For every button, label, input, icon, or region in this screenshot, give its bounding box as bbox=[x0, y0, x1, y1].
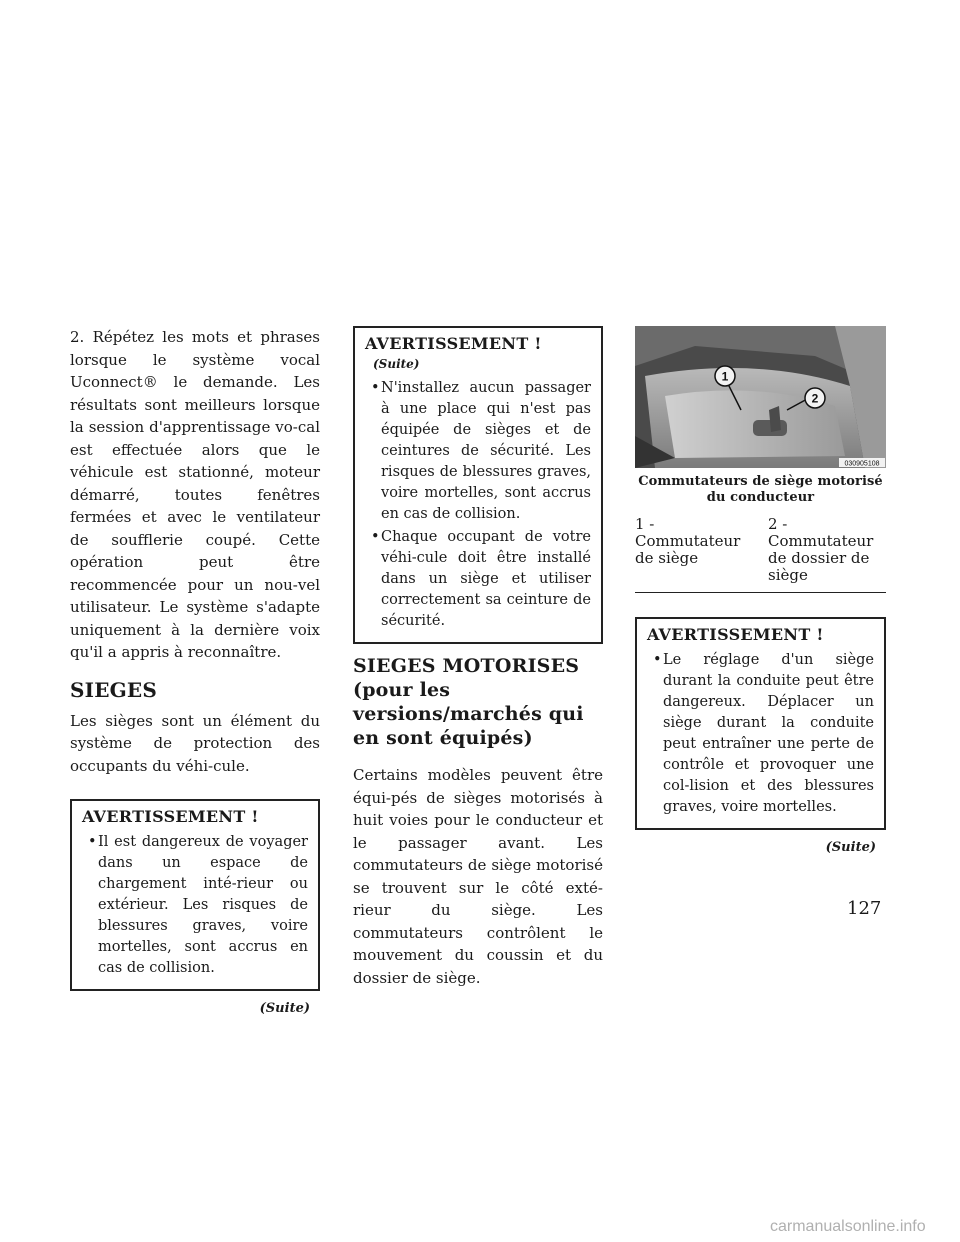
warning-list bbox=[365, 378, 591, 632]
warning-title: AVERTISSEMENT !(Suite) bbox=[365, 334, 542, 371]
page-number: 127 bbox=[847, 898, 882, 919]
warning-title: AVERTISSEMENT ! bbox=[82, 807, 259, 826]
warning-title-suite: (Suite) bbox=[373, 357, 420, 371]
watermark: carmanualsonline.info bbox=[770, 1218, 926, 1235]
warning-item: •N'installez aucun passager à une place qui n'est pas équipée de sièges et de ceintures de sécurité. Les risques de blessures graves, voire mortelles, sont accrus en cas de collision. bbox=[371, 380, 591, 522]
warning-box-2 bbox=[353, 326, 603, 644]
legend-item-1: 1 - Commutateur de siège bbox=[635, 515, 741, 567]
warning-box-3 bbox=[635, 617, 886, 830]
warning-item: •Chaque occupant de votre véhi-cule doit être installé dans un siège et utiliser correctement sa ceinture de sécurité. bbox=[371, 529, 591, 629]
intro-paragraph: 2. Répétez les mots et phrases lorsque le système vocal Uconnect® le demande. Les résultats sont meilleurs lorsque la session d'apprentissage vo-cal est effectuée alors que le véhicule est stationné, moteur démarré, toutes fenêtres fermées et avec le ventilateur de soufflerie coupé. Cette opération peut être recommencée pour un nou-vel utilisateur. Le système s'adapte uniquement à la dernière voix qu'il a appris à reconnaître. bbox=[70, 328, 320, 661]
column-left bbox=[70, 326, 320, 1016]
seat-illustration bbox=[635, 326, 886, 468]
legend-item-2: 2 - Commutateur de dossier de siège bbox=[768, 515, 874, 584]
callout-2-label: 2 bbox=[811, 391, 819, 406]
warning-title: AVERTISSEMENT ! bbox=[647, 625, 824, 644]
suite-label: (Suite) bbox=[825, 840, 876, 855]
section-title-sieges-motorises: SIEGES MOTORISES (pour les versions/marchés qui en sont équipés) bbox=[353, 655, 584, 749]
section-title-sieges: SIEGES bbox=[70, 677, 158, 702]
warning-list bbox=[647, 650, 874, 818]
column-middle bbox=[353, 326, 603, 989]
figure-caption: Commutateurs de siège motorisé du conducteur bbox=[638, 474, 883, 505]
warning-list bbox=[82, 832, 308, 979]
warning-item: •Il est dangereux de voyager dans un espace de chargement inté-rieur ou extérieur. Les risques de blessures graves, voire mortelles, sont accrus en cas de collision. bbox=[88, 834, 308, 976]
sieges-paragraph: Les sièges sont un élément du système de protection des occupants du véhi-cule. bbox=[70, 711, 320, 775]
sieges-motorises-paragraph: Certains modèles peuvent être équi-pés de sièges motorisés à huit voies pour le conducteur et le passager avant. Les commutateurs de siège motorisé se trouvent sur le côté exté-rieur du siège. Les commutateurs contrôlent le mouvement du coussin et du dossier de siège. bbox=[353, 766, 603, 987]
suite-label: (Suite) bbox=[259, 1001, 310, 1016]
seat-switch-photo bbox=[635, 326, 886, 468]
warning-item: •Le réglage d'un siège durant la conduite peut être dangereux. Déplacer un siège durant la conduite peut entraîner une perte de contrôle et provoquer une col-lision et des blessures graves, voire mortelles. bbox=[653, 652, 874, 815]
callout-1-label: 1 bbox=[721, 369, 729, 384]
column-right bbox=[635, 326, 886, 855]
figure-code: 030905108 bbox=[844, 460, 880, 468]
warning-box-1 bbox=[70, 799, 320, 991]
figure-legend bbox=[635, 516, 886, 593]
